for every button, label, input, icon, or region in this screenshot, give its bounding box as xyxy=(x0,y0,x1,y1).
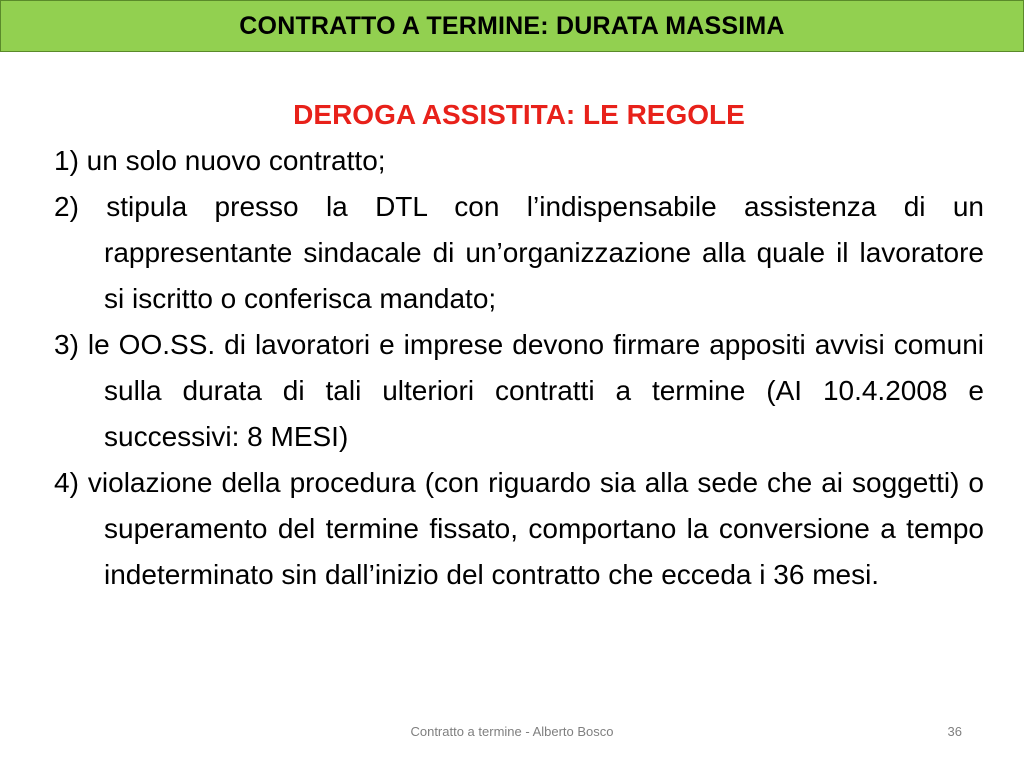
section-subtitle: DEROGA ASSISTITA: LE REGOLE xyxy=(293,99,745,130)
footer-text: Contratto a termine - Alberto Bosco xyxy=(410,724,614,739)
list-item: 1) un solo nuovo contratto; xyxy=(54,145,386,176)
list-item: 3) le OO.SS. di lavoratori e imprese devono firmare appositi avvisi comuni sulla durata di tali ulteriori contratti a termine (AI 10.4.2008 e successivi: 8 MESI) xyxy=(54,329,984,452)
list-item: 4) violazione della procedura (con riguardo sia alla sede che ai soggetti) o superamento del termine fissato, comportano la conversione a tempo indeterminato sin dall’inizio del contratto che ecceda i 36 mesi. xyxy=(54,467,984,590)
rules-list xyxy=(54,138,984,598)
slide-title: CONTRATTO A TERMINE: DURATA MASSIMA xyxy=(239,11,785,40)
slide-content xyxy=(54,92,984,598)
title-bar xyxy=(0,0,1024,52)
page-number: 36 xyxy=(947,724,962,739)
list-item: 2) stipula presso la DTL con l’indispensabile assistenza di un rappresentante sindacale di un’organizzazione alla quale il lavoratore si iscritto o conferisca mandato; xyxy=(54,191,984,314)
